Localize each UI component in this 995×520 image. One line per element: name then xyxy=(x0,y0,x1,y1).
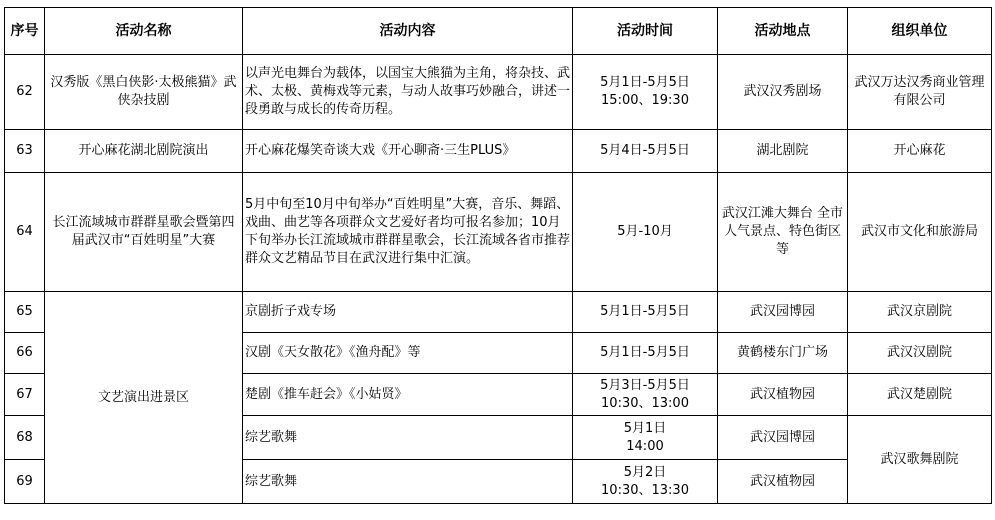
time-hours: 14:00 xyxy=(626,438,664,454)
activity-time xyxy=(573,292,718,333)
header-content: 活动内容 xyxy=(243,8,573,55)
activity-place: 武汉园博园 xyxy=(718,416,848,460)
activity-content: 汉剧《天女散花》《渔舟配》等 xyxy=(243,333,573,374)
row-no: 68 xyxy=(5,416,45,460)
activity-place: 武汉汉秀剧场 xyxy=(718,55,848,130)
time-date: 5月4日-5月5日 xyxy=(600,143,690,158)
activity-time xyxy=(573,460,718,504)
header-place: 活动地点 xyxy=(718,8,848,55)
table-row xyxy=(5,130,992,173)
time-hours: 10:30、13:00 xyxy=(601,395,689,411)
organizer: 开心麻花 xyxy=(848,130,992,173)
organizer: 武汉汉剧院 xyxy=(848,333,992,374)
activity-content: 综艺歌舞 xyxy=(243,416,573,460)
table-row xyxy=(5,173,992,292)
activity-time xyxy=(573,55,718,130)
activity-place: 武汉植物园 xyxy=(718,374,848,416)
organizer: 武汉万达汉秀商业管理有限公司 xyxy=(848,55,992,130)
activity-place: 武汉园博园 xyxy=(718,292,848,333)
activity-time xyxy=(573,333,718,374)
organizer-group: 武汉歌舞剧院 xyxy=(848,416,992,504)
activity-content: 5月中旬至10月中旬举办“百姓明星”大赛，音乐、舞蹈、戏曲、曲艺等各项群众文艺爱好者均可报名参加；10月下旬举办长江流域城市群群星歌会，长江流域各省市推荐群众文艺精品节目在武汉进行集中汇演。 xyxy=(243,173,573,292)
header-org: 组织单位 xyxy=(848,8,992,55)
organizer: 武汉京剧院 xyxy=(848,292,992,333)
table-row xyxy=(5,292,992,333)
activity-content: 京剧折子戏专场 xyxy=(243,292,573,333)
activity-content: 综艺歌舞 xyxy=(243,460,573,504)
row-no: 67 xyxy=(5,374,45,416)
time-date: 5月3日-5月5日 xyxy=(600,377,690,393)
activity-name: 开心麻花湖北剧院演出 xyxy=(45,130,243,173)
activity-table xyxy=(4,7,992,504)
activity-time xyxy=(573,173,718,292)
activity-name: 长江流域城市群群星歌会暨第四届武汉市“百姓明星”大赛 xyxy=(45,173,243,292)
time-date: 5月1日-5月5日 xyxy=(600,345,690,360)
activity-place: 武汉江滩大舞台 全市人气景点、特色街区等 xyxy=(718,173,848,292)
activity-time xyxy=(573,374,718,416)
activity-content: 开心麻花爆笑奇谈大戏《开心聊斋·三生PLUS》 xyxy=(243,130,573,173)
activity-place: 武汉植物园 xyxy=(718,460,848,504)
header-name: 活动名称 xyxy=(45,8,243,55)
activity-content: 楚剧《推车赶会》《小姑贤》 xyxy=(243,374,573,416)
time-date: 5月2日 xyxy=(623,464,667,480)
row-no: 64 xyxy=(5,173,45,292)
activity-time xyxy=(573,416,718,460)
organizer: 武汉楚剧院 xyxy=(848,374,992,416)
activity-place: 湖北剧院 xyxy=(718,130,848,173)
row-no: 65 xyxy=(5,292,45,333)
row-no: 63 xyxy=(5,130,45,173)
row-no: 66 xyxy=(5,333,45,374)
table-row xyxy=(5,55,992,130)
time-hours: 10:30、13:30 xyxy=(601,482,689,498)
activity-place: 黄鹤楼东门广场 xyxy=(718,333,848,374)
row-no: 69 xyxy=(5,460,45,504)
table-header-row xyxy=(5,8,992,55)
header-time: 活动时间 xyxy=(573,8,718,55)
header-no: 序号 xyxy=(5,8,45,55)
time-date: 5月-10月 xyxy=(617,224,673,239)
activity-name-group: 文艺演出进景区 xyxy=(45,292,243,504)
time-date: 5月1日-5月5日 xyxy=(600,75,690,90)
time-hours: 15:00、19:30 xyxy=(601,93,689,108)
time-date: 5月1日-5月5日 xyxy=(600,304,690,319)
activity-content: 以声光电舞台为载体，以国宝大熊猫为主角，将杂技、武术、太极、黄梅戏等元素，与动人故事巧妙融合，讲述一段勇敢与成长的传奇历程。 xyxy=(243,55,573,130)
organizer: 武汉市文化和旅游局 xyxy=(848,173,992,292)
activity-name: 汉秀版《黑白侠影·太极熊猫》武侠杂技剧 xyxy=(45,55,243,130)
activity-time xyxy=(573,130,718,173)
time-date: 5月1日 xyxy=(623,420,667,436)
row-no: 62 xyxy=(5,55,45,130)
